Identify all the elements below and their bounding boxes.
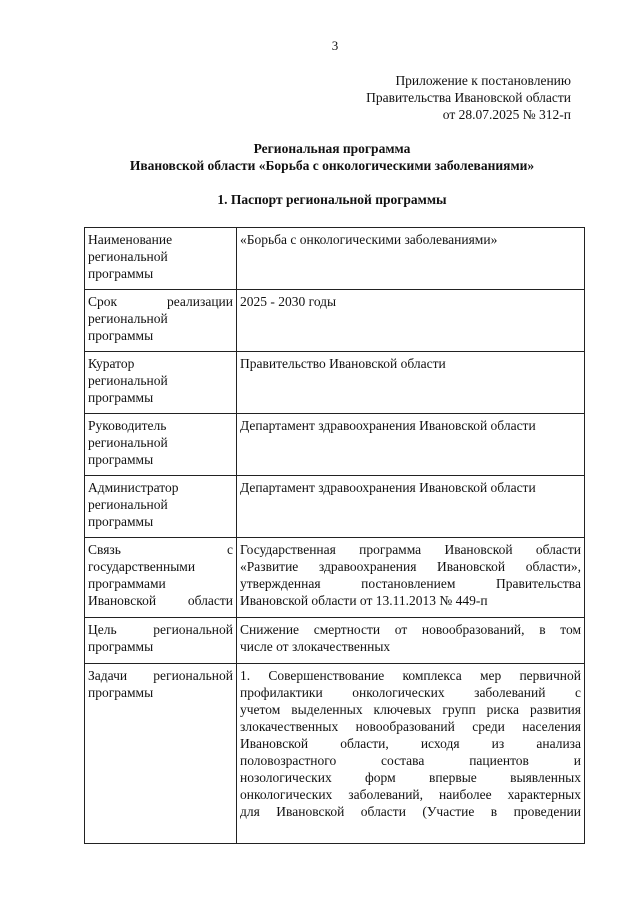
passport-label-line: Связь с <box>88 542 233 557</box>
passport-row <box>85 538 585 618</box>
passport-label-line: региональной <box>88 373 168 388</box>
passport-row-label <box>85 290 237 352</box>
passport-row-label <box>85 618 237 664</box>
passport-row-value <box>237 414 585 476</box>
passport-value-lines <box>240 667 581 820</box>
passport-label-line: Наименование <box>88 232 173 247</box>
passport-value-line: «Развитие здравоохранения Ивановской области», <box>240 559 581 574</box>
passport-label-line: программы <box>88 685 154 700</box>
passport-value-lines <box>240 293 581 310</box>
passport-value-lines <box>240 231 581 248</box>
passport-value-line: числе от злокачественных <box>240 639 391 654</box>
appendix-header <box>366 72 571 123</box>
passport-label-line: региональной <box>88 497 168 512</box>
passport-row-label <box>85 664 237 844</box>
passport-value-line: половозрастного состава пациентов и <box>240 753 581 768</box>
passport-label-line: программами <box>88 576 166 591</box>
passport-label-lines <box>88 621 233 655</box>
passport-value-line: 2025 - 2030 годы <box>240 294 337 309</box>
passport-label-line: региональной <box>88 249 168 264</box>
passport-row-value <box>237 352 585 414</box>
program-title-line-2: Ивановской области «Борьба с онкологическими заболеваниями» <box>129 158 535 173</box>
appendix-line-2: Правительства Ивановской области <box>366 90 571 105</box>
appendix-line-3: от 28.07.2025 № 312-п <box>442 107 571 122</box>
passport-value-line: профилактики онкологических заболеваний с <box>240 685 581 700</box>
passport-value-line: Ивановской области от 13.11.2013 № 449-п <box>240 593 488 608</box>
page-number: 3 <box>331 38 339 53</box>
passport-label-line: программы <box>88 390 154 405</box>
passport-value-lines <box>240 621 581 655</box>
passport-row-label <box>85 352 237 414</box>
passport-value-line: Департамент здравоохранения Ивановской области <box>240 418 536 433</box>
passport-row-value <box>237 476 585 538</box>
passport-label-line: Цель региональной <box>88 622 233 637</box>
passport-value-lines <box>240 417 581 434</box>
passport-label-line: Администратор <box>88 480 179 495</box>
passport-label-line: Руководитель <box>88 418 167 433</box>
passport-row-value <box>237 538 585 618</box>
passport-label-line: программы <box>88 514 154 529</box>
passport-row <box>85 290 585 352</box>
passport-row <box>85 618 585 664</box>
passport-label-line: программы <box>88 639 154 654</box>
passport-value-line: Ивановской области, исходя из анализа <box>240 736 581 751</box>
passport-value-line: Департамент здравоохранения Ивановской области <box>240 480 536 495</box>
passport-row <box>85 228 585 290</box>
passport-label-lines <box>88 355 233 406</box>
passport-label-lines <box>88 417 233 468</box>
passport-value-line: онкологических заболеваний, наиболее характерных <box>240 787 581 802</box>
passport-label-lines <box>88 293 233 344</box>
passport-value-line: Снижение смертности от новообразований, в том <box>240 622 581 637</box>
passport-row-label <box>85 414 237 476</box>
passport-value-line: Правительство Ивановской области <box>240 356 446 371</box>
passport-value-line: злокачественных новообразований среди населения <box>240 719 581 734</box>
passport-label-line: региональной <box>88 311 168 326</box>
passport-label-line: программы <box>88 452 154 467</box>
appendix-line-1: Приложение к постановлению <box>395 73 571 88</box>
program-title-line-1: Региональная программа <box>253 141 411 156</box>
passport-value-lines <box>240 541 581 609</box>
passport-label-line: Задачи региональной <box>88 668 233 683</box>
passport-label-line: Срок реализации <box>88 294 233 309</box>
passport-row-label <box>85 476 237 538</box>
passport-row-value <box>237 228 585 290</box>
passport-row <box>85 664 585 844</box>
passport-label-lines <box>88 479 233 530</box>
passport-row-label <box>85 228 237 290</box>
passport-row-value <box>237 290 585 352</box>
passport-row-value <box>237 664 585 844</box>
passport-value-line: для Ивановской области (Участие в проведении <box>240 804 581 819</box>
passport-row-label <box>85 538 237 618</box>
passport-label-line: региональной <box>88 435 168 450</box>
passport-row-value <box>237 618 585 664</box>
passport-label-line: Ивановской области <box>88 593 233 608</box>
passport-row <box>85 414 585 476</box>
passport-value-line: Государственная программа Ивановской области <box>240 542 581 557</box>
passport-label-lines <box>88 231 233 282</box>
page-bottom-margin <box>0 850 640 905</box>
passport-value-line: 1. Совершенствование комплекса мер первичной <box>240 668 581 683</box>
passport-value-line: утвержденная постановлением Правительства <box>240 576 581 591</box>
passport-label-line: программы <box>88 266 154 281</box>
passport-value-lines <box>240 355 581 372</box>
passport-row <box>85 476 585 538</box>
passport-table-body <box>85 228 585 844</box>
passport-label-line: государственными <box>88 559 196 574</box>
passport-row <box>85 352 585 414</box>
passport-label-lines <box>88 541 233 609</box>
passport-value-line: нозологических форм впервые выявленных <box>240 770 581 785</box>
section-title: 1. Паспорт региональной программы <box>217 192 447 207</box>
passport-value-lines <box>240 479 581 496</box>
passport-label-line: Куратор <box>88 356 135 371</box>
passport-label-lines <box>88 667 233 701</box>
program-title <box>0 140 640 174</box>
passport-value-line: «Борьба с онкологическими заболеваниями» <box>240 232 498 247</box>
passport-table <box>84 227 585 844</box>
passport-label-line: программы <box>88 328 154 343</box>
passport-value-line: учетом выделенных ключевых групп риска развития <box>240 702 581 717</box>
